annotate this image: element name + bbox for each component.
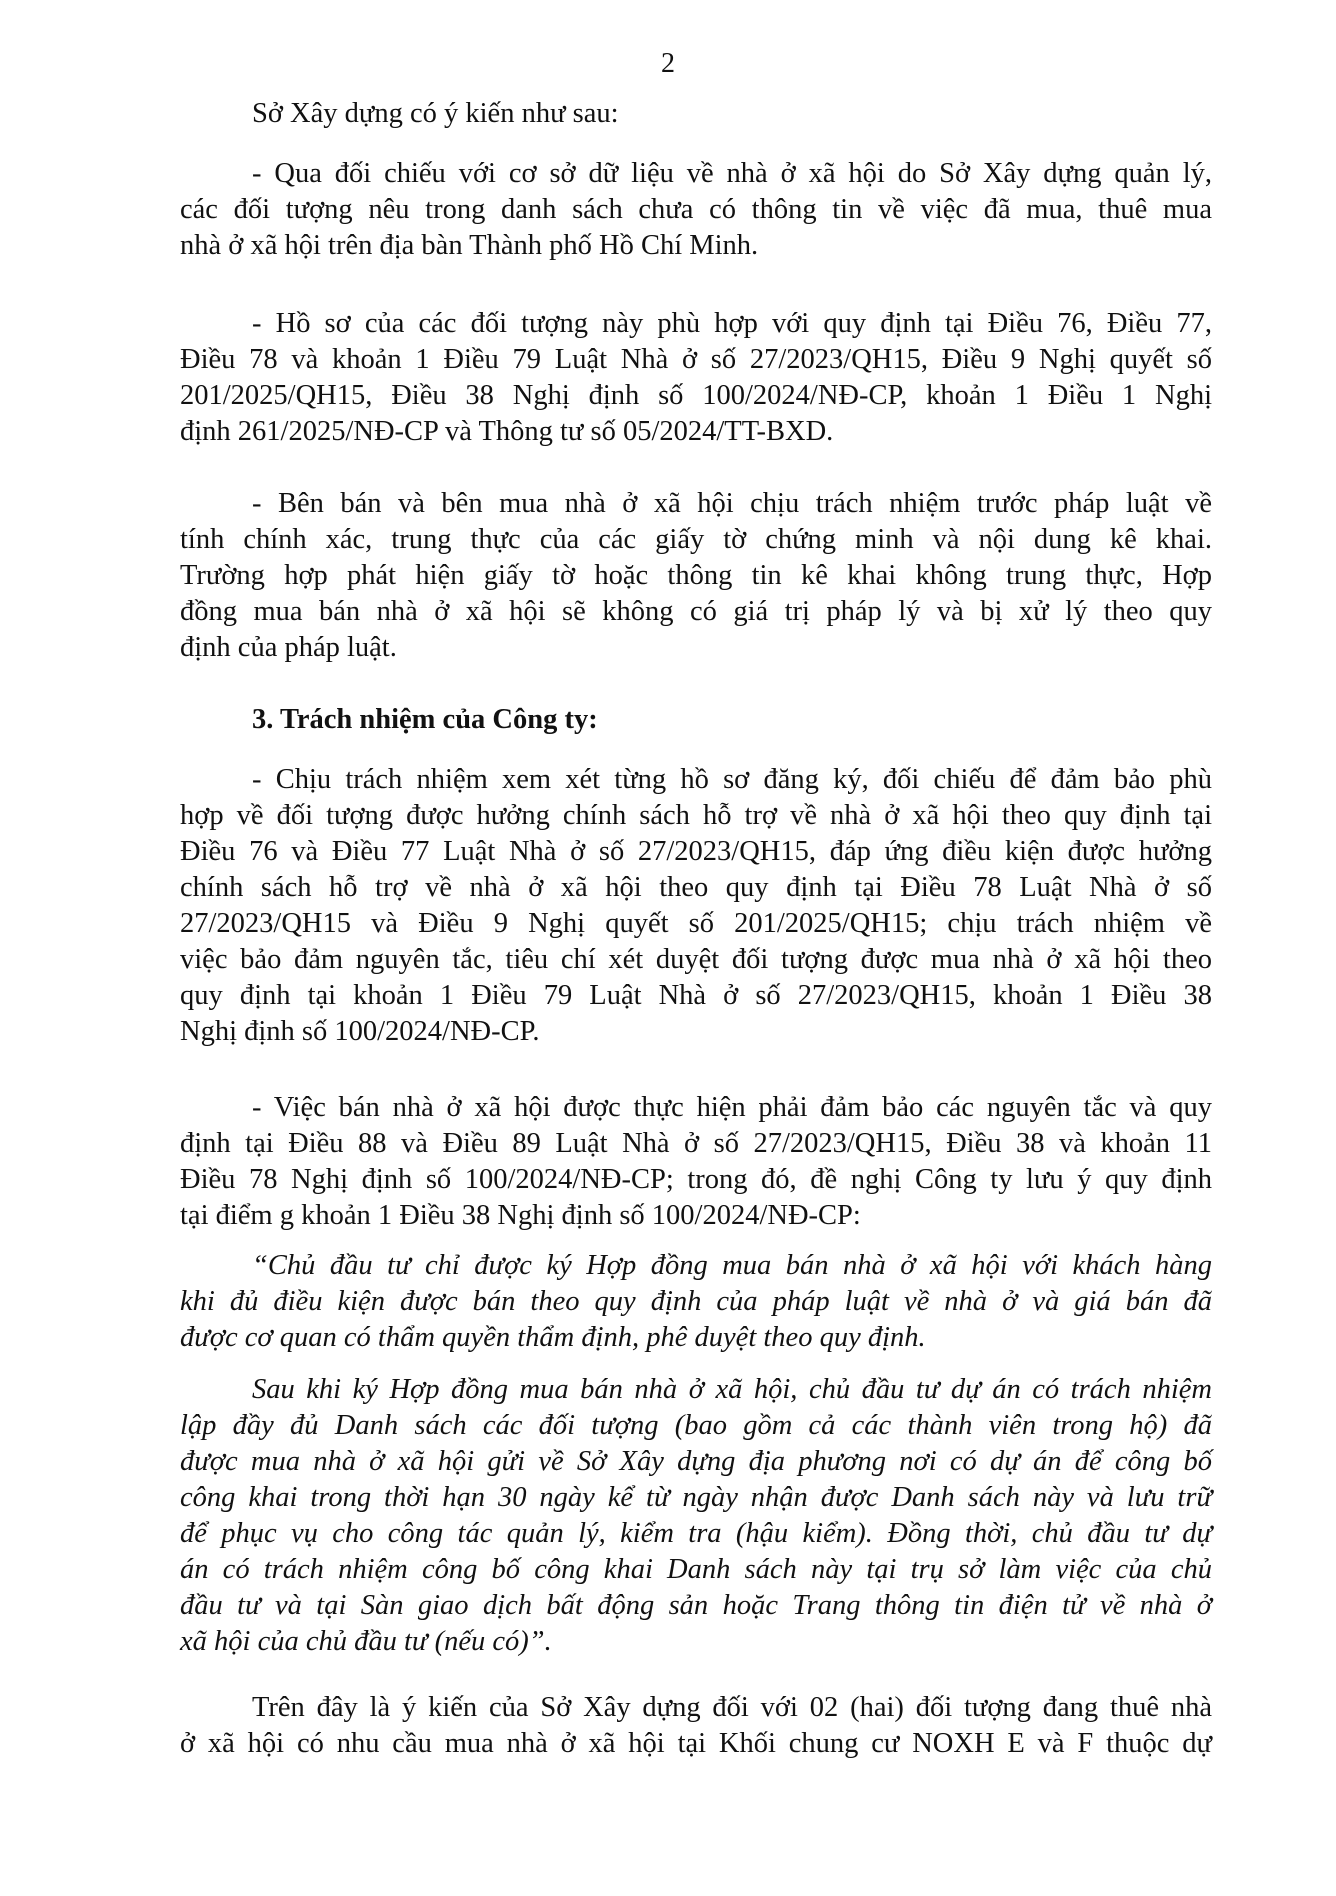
text-line: tại điểm g khoản 1 Điều 38 Nghị định số 100/2024/NĐ-CP: xyxy=(180,1200,861,1231)
opinion-paragraph-3 xyxy=(180,486,1212,666)
text-line: công khai trong thời hạn 30 ngày kể từ ngày nhận được Danh sách này và lưu trữ xyxy=(180,1482,1212,1513)
text-line: “Chủ đầu tư chỉ được ký Hợp đồng mua bán nhà ở xã hội với khách hàng xyxy=(252,1250,1212,1281)
text-line: chính sách hỗ trợ về nhà ở xã hội theo quy định tại Điều 78 Luật Nhà ở số xyxy=(180,872,1212,903)
heading-text: 3. Trách nhiệm của Công ty: xyxy=(252,704,598,735)
section-3-heading xyxy=(180,702,1212,738)
text-line: Nghị định số 100/2024/NĐ-CP. xyxy=(180,1016,540,1047)
intro-paragraph xyxy=(180,96,1212,132)
text-line: hợp về đối tượng được hưởng chính sách hỗ trợ về nhà ở xã hội theo quy định tại xyxy=(180,800,1212,831)
text-line: khi đủ điều kiện được bán theo quy định của pháp luật về nhà ở và giá bán đã xyxy=(180,1286,1212,1317)
text-line: án có trách nhiệm công bố công khai Danh sách này tại trụ sở làm việc của chủ xyxy=(180,1554,1212,1585)
text-line: đồng mua bán nhà ở xã hội sẽ không có giá trị pháp lý và bị xử lý theo quy xyxy=(180,596,1212,627)
text-line: - Hồ sơ của các đối tượng này phù hợp với quy định tại Điều 76, Điều 77, xyxy=(252,308,1212,339)
text-line: để phục vụ cho công tác quản lý, kiểm tra (hậu kiểm). Đồng thời, chủ đầu tư dự xyxy=(180,1518,1212,1549)
text-line: Sau khi ký Hợp đồng mua bán nhà ở xã hội, chủ đầu tư dự án có trách nhiệm xyxy=(252,1374,1212,1405)
text-line: 201/2025/QH15, Điều 38 Nghị định số 100/2024/NĐ-CP, khoản 1 Điều 1 Nghị xyxy=(180,380,1212,411)
text-line: Điều 78 Nghị định số 100/2024/NĐ-CP; trong đó, đề nghị Công ty lưu ý quy định xyxy=(180,1164,1212,1195)
text-line: - Qua đối chiếu với cơ sở dữ liệu về nhà ở xã hội do Sở Xây dựng quản lý, xyxy=(252,158,1212,189)
text-line: được mua nhà ở xã hội gửi về Sở Xây dựng địa phương nơi có dự án để công bố xyxy=(180,1446,1212,1477)
company-paragraph-1 xyxy=(180,762,1212,1050)
company-paragraph-2 xyxy=(180,1090,1212,1234)
text-line: - Chịu trách nhiệm xem xét từng hồ sơ đăng ký, đối chiếu để đảm bảo phù xyxy=(252,764,1212,795)
text-line: Điều 78 và khoản 1 Điều 79 Luật Nhà ở số 27/2023/QH15, Điều 9 Nghị quyết số xyxy=(180,344,1212,375)
text-line: các đối tượng nêu trong danh sách chưa có thông tin về việc đã mua, thuê mua xyxy=(180,194,1212,225)
quote-paragraph-1 xyxy=(180,1248,1212,1356)
quote-paragraph-2 xyxy=(180,1372,1212,1660)
text-line: ở xã hội có nhu cầu mua nhà ở xã hội tại Khối chung cư NOXH E và F thuộc dự xyxy=(180,1728,1212,1759)
text-line: 27/2023/QH15 và Điều 9 Nghị quyết số 201/2025/QH15; chịu trách nhiệm về xyxy=(180,908,1212,939)
closing-paragraph xyxy=(180,1690,1212,1762)
text-line: định tại Điều 88 và Điều 89 Luật Nhà ở số 27/2023/QH15, Điều 38 và khoản 11 xyxy=(180,1128,1212,1159)
text-line: nhà ở xã hội trên địa bàn Thành phố Hồ Chí Minh. xyxy=(180,230,759,261)
opinion-paragraph-1 xyxy=(180,156,1212,264)
intro-line: Sở Xây dựng có ý kiến như sau: xyxy=(252,98,619,129)
text-line: Điều 76 và Điều 77 Luật Nhà ở số 27/2023/QH15, đáp ứng điều kiện được hưởng xyxy=(180,836,1212,867)
text-line: đầu tư và tại Sàn giao dịch bất động sản hoặc Trang thông tin điện tử về nhà ở xyxy=(180,1590,1212,1621)
text-line: việc bảo đảm nguyên tắc, tiêu chí xét duyệt đối tượng được mua nhà ở xã hội theo xyxy=(180,944,1212,975)
text-line: - Bên bán và bên mua nhà ở xã hội chịu trách nhiệm trước pháp luật về xyxy=(252,488,1212,519)
text-line: lập đầy đủ Danh sách các đối tượng (bao gồm cả các thành viên trong hộ) đã xyxy=(180,1410,1212,1441)
text-line: định của pháp luật. xyxy=(180,632,397,663)
text-line: định 261/2025/NĐ-CP và Thông tư số 05/2024/TT-BXD. xyxy=(180,416,834,447)
text-line: quy định tại khoản 1 Điều 79 Luật Nhà ở số 27/2023/QH15, khoản 1 Điều 38 xyxy=(180,980,1212,1011)
page-number: 2 xyxy=(661,48,675,79)
text-line: được cơ quan có thẩm quyền thẩm định, phê duyệt theo quy định. xyxy=(180,1322,926,1353)
text-line: - Việc bán nhà ở xã hội được thực hiện phải đảm bảo các nguyên tắc và quy xyxy=(252,1092,1212,1123)
text-line: Trên đây là ý kiến của Sở Xây dựng đối với 02 (hai) đối tượng đang thuê nhà xyxy=(252,1692,1212,1723)
opinion-paragraph-2 xyxy=(180,306,1212,450)
text-line: Trường hợp phát hiện giấy tờ hoặc thông tin kê khai không trung thực, Hợp xyxy=(180,560,1212,591)
text-line: xã hội của chủ đầu tư (nếu có)”. xyxy=(180,1626,552,1657)
text-line: tính chính xác, trung thực của các giấy tờ chứng minh và nội dung kê khai. xyxy=(180,524,1212,555)
